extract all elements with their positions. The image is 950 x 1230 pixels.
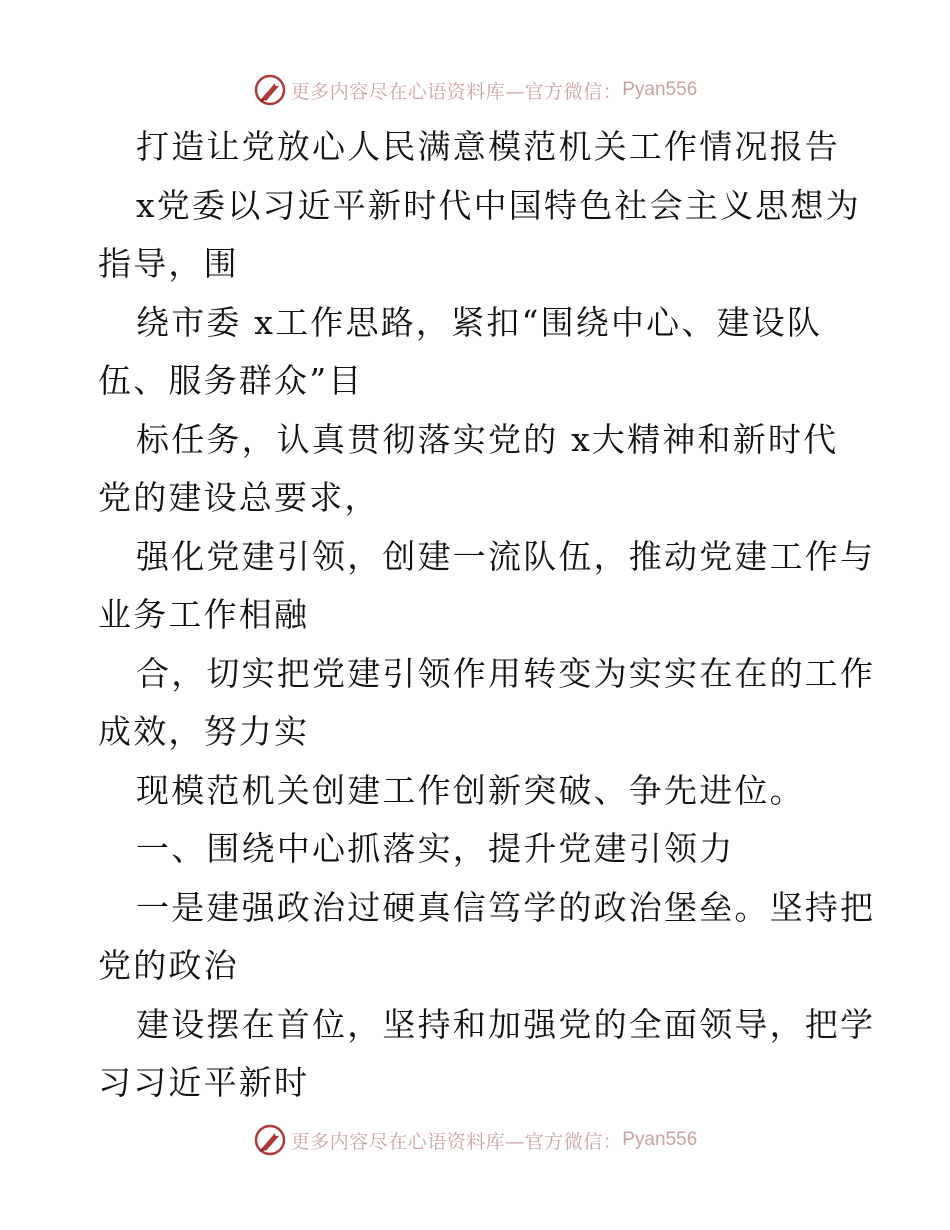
watermark-text: 更多内容尽在心语资料库—官方微信： [290,1130,623,1153]
paragraph-line: 习习近平新时 [98,1063,310,1102]
pen-logo-icon [253,73,287,107]
paragraph-line: 伍、服务群众”目 [98,361,364,400]
paragraph-line: 打造让党放心人民满意模范机关工作情况报告 [136,127,840,166]
paragraph-line: 建设摆在首位，坚持和加强党的全面领导，把学 [136,1004,876,1044]
paragraph-line: 标任务，认真贯彻落实党的 x大精神和新时代 [136,419,839,459]
pen-logo-icon [253,1123,287,1157]
header-watermark [0,70,950,110]
paragraph-line: 强化党建引领，创建一流队伍，推动党建工作与 [136,536,876,576]
paragraph-line: 一是建强政治过硬真信笃学的政治堡垒。坚持把 [136,887,876,927]
document-body [98,118,876,1113]
watermark-id: Pyan556 [622,79,698,100]
paragraph-line: 党的政治 [98,946,239,985]
paragraph-line: 指导，围 [98,244,239,283]
paragraph-line: 一、围绕中心抓落实，提升党建引领力 [136,829,735,868]
paragraph-line: 绕市委 x工作思路，紧扣“围绕中心、建设队 [136,302,823,342]
paragraph-line: 党的建设总要求， [98,478,380,517]
paragraph-line: 现模范机关创建工作创新突破、争先进位。 [136,770,805,810]
watermark-text: 更多内容尽在心语资料库—官方微信： [290,80,623,103]
paragraph-line: 成效，努力实 [98,712,310,751]
paragraph-line: 业务工作相融 [98,595,310,634]
paragraph-line: 合，切实把党建引领作用转变为实实在在的工作 [136,653,876,693]
paragraph-line: x党委以习近平新时代中国特色社会主义思想为 [136,185,861,225]
watermark-id: Pyan556 [622,1129,698,1150]
footer-watermark [0,1120,950,1160]
